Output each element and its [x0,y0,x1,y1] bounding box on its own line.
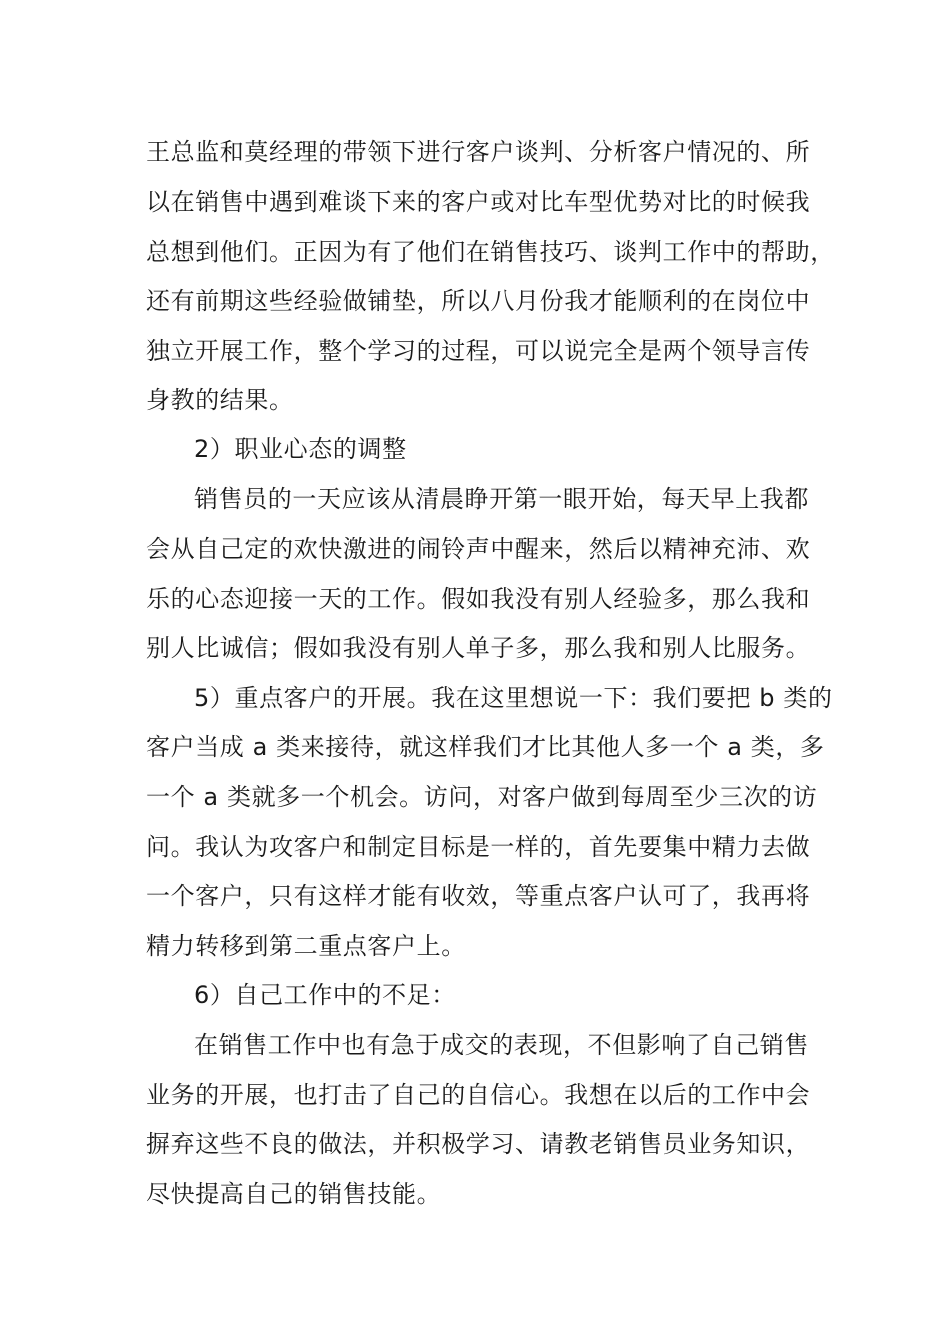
text-line-15: 问。我认为攻客户和制定目标是一样的，首先要集中精力去做 [146,833,811,861]
text-line-20: 业务的开展，也打击了自己的自信心。我想在以后的工作中会 [146,1081,811,1109]
text-line-21: 摒弃这些不良的做法，并积极学习、请教老销售员业务知识， [146,1130,811,1158]
text-line-1: 王总监和莫经理的带领下进行客户谈判、分析客户情况的、所 [146,138,811,166]
text-line-4: 还有前期这些经验做铺垫，所以八月份我才能顺利的在岗位中 [146,287,811,315]
text-line-10: 乐的心态迎接一天的工作。假如我没有别人经验多，那么我和 [146,585,811,613]
text-line-19: 在销售工作中也有急于成交的表现，不但影响了自己销售 [194,1031,809,1059]
section-heading-5: 5）重点客户的开展。我在这里想说一下：我们要把 b 类的 [194,684,833,712]
text-line-17: 精力转移到第二重点客户上。 [146,932,466,960]
text-line-9: 会从自己定的欢快激进的闹铃声中醒来，然后以精神充沛、欢 [146,535,811,563]
text-line-8: 销售员的一天应该从清晨睁开第一眼开始，每天早上我都 [194,485,809,513]
text-line-5: 独立开展工作，整个学习的过程，可以说完全是两个领导言传 [146,337,811,365]
text-line-11: 别人比诚信；假如我没有别人单子多，那么我和别人比服务。 [146,634,811,662]
text-line-13: 客户当成 a 类来接待，就这样我们才比其他人多一个 a 类，多 [146,733,825,761]
text-line-6: 身教的结果。 [146,386,294,414]
text-line-14: 一个 a 类就多一个机会。访问，对客户做到每周至少三次的访 [146,783,818,811]
text-line-16: 一个客户，只有这样才能有收效，等重点客户认可了，我再将 [146,882,811,910]
section-heading-2: 2）职业心态的调整 [194,435,407,463]
text-line-3: 总想到他们。正因为有了他们在销售技巧、谈判工作中的帮助， [146,238,835,266]
section-heading-6: 6）自己工作中的不足： [194,981,456,1009]
text-line-22: 尽快提高自己的销售技能。 [146,1180,442,1208]
text-line-2: 以在销售中遇到难谈下来的客户或对比车型优势对比的时候我 [146,188,811,216]
